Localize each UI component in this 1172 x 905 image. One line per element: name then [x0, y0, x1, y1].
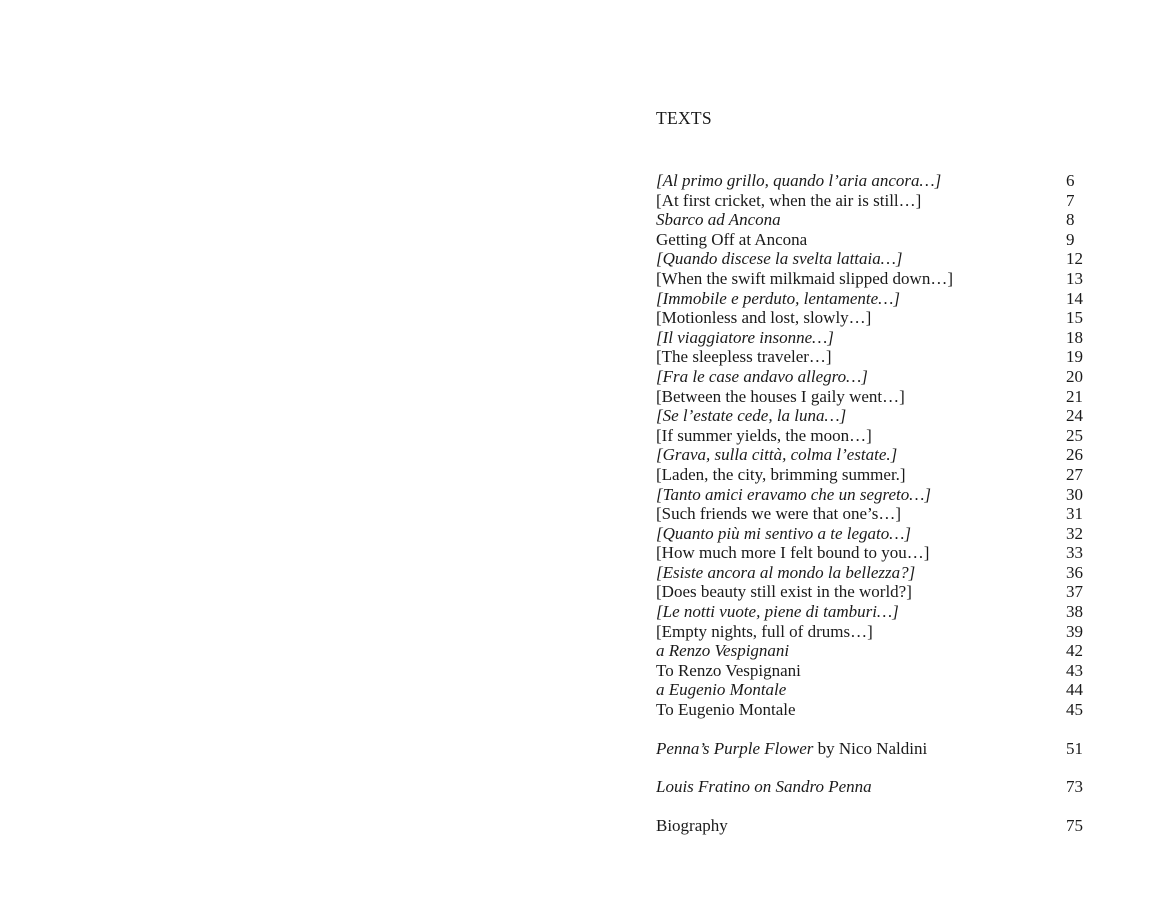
toc-entry: [656, 269, 1096, 289]
toc-entry: [656, 680, 1096, 700]
toc-entry-page: 26: [1066, 445, 1083, 465]
toc-entry-title: [Does beauty still exist in the world?]: [656, 582, 912, 602]
toc-entry-title: [Such friends we were that one’s…]: [656, 504, 902, 524]
toc-entry-page: 24: [1066, 406, 1083, 426]
toc-entry-page: 20: [1066, 366, 1083, 386]
toc-entry: [656, 191, 1096, 211]
toc-entry-title: [Empty nights, full of drums…]: [656, 621, 873, 641]
toc-entry-title: To Renzo Vespignani: [656, 660, 801, 680]
toc-entry-page: 27: [1066, 464, 1083, 484]
toc-entry-page: 51: [1066, 738, 1083, 758]
toc-entry-title: [Se l’estate cede, la luna…]: [656, 406, 847, 426]
toc-entry-page: 31: [1066, 504, 1083, 524]
toc-entry-title: [Il viaggiatore insonne…]: [656, 327, 834, 347]
toc-entry-title: [At first cricket, when the air is still…]: [656, 190, 922, 210]
toc-entry-page: 9: [1066, 229, 1075, 249]
toc-entry: [656, 347, 1096, 367]
toc-entry: [656, 367, 1096, 387]
toc-entry-title-italic: Penna’s Purple Flower: [656, 738, 814, 758]
toc-entry-page: 32: [1066, 523, 1083, 543]
toc-entry-title: [Esiste ancora al mondo la bellezza?]: [656, 562, 916, 582]
toc-entry: [656, 249, 1096, 269]
toc-entry-page: 44: [1066, 680, 1083, 700]
toc-entry: [656, 210, 1096, 230]
toc-entry-page: 30: [1066, 484, 1083, 504]
toc-entry-page: 18: [1066, 327, 1083, 347]
toc-entry: [656, 700, 1096, 720]
toc-entry-biography: [656, 816, 1096, 836]
toc-entry-title: [Laden, the city, brimming summer.]: [656, 464, 906, 484]
toc-entry: [656, 641, 1096, 661]
toc-entry-title: Getting Off at Ancona: [656, 229, 808, 249]
toc-entry: [656, 465, 1096, 485]
toc-entry: [656, 622, 1096, 642]
spacer: [656, 720, 1096, 739]
toc-entry: [656, 387, 1096, 407]
toc-entry-title: [Tanto amici eravamo che un segreto…]: [656, 484, 931, 504]
toc-entry-page: 43: [1066, 660, 1083, 680]
toc-entry-page: 8: [1066, 210, 1075, 230]
toc-entry-page: 42: [1066, 641, 1083, 661]
toc-entry-title-italic: Louis Fratino on Sandro Penna: [656, 777, 872, 797]
toc-entry: [656, 328, 1096, 348]
spacer: [656, 797, 1096, 816]
toc-entry-page: 13: [1066, 268, 1083, 288]
toc-entry-title: To Eugenio Montale: [656, 700, 796, 720]
toc-entry: [656, 543, 1096, 563]
toc-entry-page: 25: [1066, 425, 1083, 445]
toc-entry-page: 39: [1066, 621, 1083, 641]
toc-entry-title: [Grava, sulla città, colma l’estate.]: [656, 445, 898, 465]
table-of-contents: [656, 108, 1096, 835]
toc-entry-title: [Quando discese la svelta lattaia…]: [656, 249, 903, 269]
toc-entry: [656, 563, 1096, 583]
toc-entry: [656, 230, 1096, 250]
toc-entry-title: [656, 739, 927, 759]
toc-entry-page: 12: [1066, 249, 1083, 269]
toc-entry: [656, 582, 1096, 602]
toc-entry-title: [Fra le case andavo allegro…]: [656, 366, 868, 386]
toc-entry-title: Sbarco ad Ancona: [656, 210, 781, 230]
toc-entry-title: [Le notti vuote, piene di tamburi…]: [656, 602, 899, 622]
toc-entry-page: 7: [1066, 190, 1075, 210]
toc-entry: [656, 426, 1096, 446]
toc-entry: [656, 661, 1096, 681]
toc-entry-title: a Eugenio Montale: [656, 680, 787, 700]
spacer: [656, 758, 1096, 777]
toc-entry-page: 37: [1066, 582, 1083, 602]
toc-entry: [656, 171, 1096, 191]
toc-entry: [656, 406, 1096, 426]
toc-entry-page: 73: [1066, 777, 1083, 797]
toc-entry: [656, 289, 1096, 309]
toc-entry-page: 15: [1066, 308, 1083, 328]
toc-entry-page: 19: [1066, 347, 1083, 367]
toc-entry-title: [Quanto più mi sentivo a te legato…]: [656, 523, 911, 543]
toc-entry-title: [How much more I felt bound to you…]: [656, 543, 930, 563]
toc-entry: [656, 485, 1096, 505]
toc-entry-title: [Al primo grillo, quando l’aria ancora…]: [656, 171, 942, 190]
toc-entry-page: 36: [1066, 562, 1083, 582]
toc-entry-page: 45: [1066, 700, 1083, 720]
toc-entry-page: 6: [1066, 171, 1075, 190]
toc-entry-title-roman: by Nico Naldini: [813, 738, 928, 758]
toc-entry-page: 14: [1066, 288, 1083, 308]
toc-entry-essay: [656, 777, 1096, 797]
toc-entry: [656, 504, 1096, 524]
toc-entry-title: a Renzo Vespignani: [656, 641, 790, 661]
toc-entry-page: 21: [1066, 386, 1083, 406]
toc-entry-title: [656, 777, 872, 797]
toc-entry-title: Biography: [656, 815, 728, 835]
page-title: TEXTS: [656, 108, 712, 128]
toc-entry-title: [If summer yields, the moon…]: [656, 425, 872, 445]
toc-entry-essay: [656, 739, 1096, 759]
toc-entry-title: [When the swift milkmaid slipped down…]: [656, 268, 953, 288]
toc-entry-title: [Between the houses I gaily went…]: [656, 386, 905, 406]
toc-entry: [656, 524, 1096, 544]
toc-entry-page: 75: [1066, 815, 1083, 835]
toc-entry: [656, 308, 1096, 328]
toc-entry-title: [Immobile e perduto, lentamente…]: [656, 288, 900, 308]
toc-entry-title: [The sleepless traveler…]: [656, 347, 832, 367]
toc-entry-page: 33: [1066, 543, 1083, 563]
toc-entry: [656, 602, 1096, 622]
toc-entry-title: [Motionless and lost, slowly…]: [656, 308, 872, 328]
toc-entry: [656, 445, 1096, 465]
toc-entry-page: 38: [1066, 602, 1083, 622]
